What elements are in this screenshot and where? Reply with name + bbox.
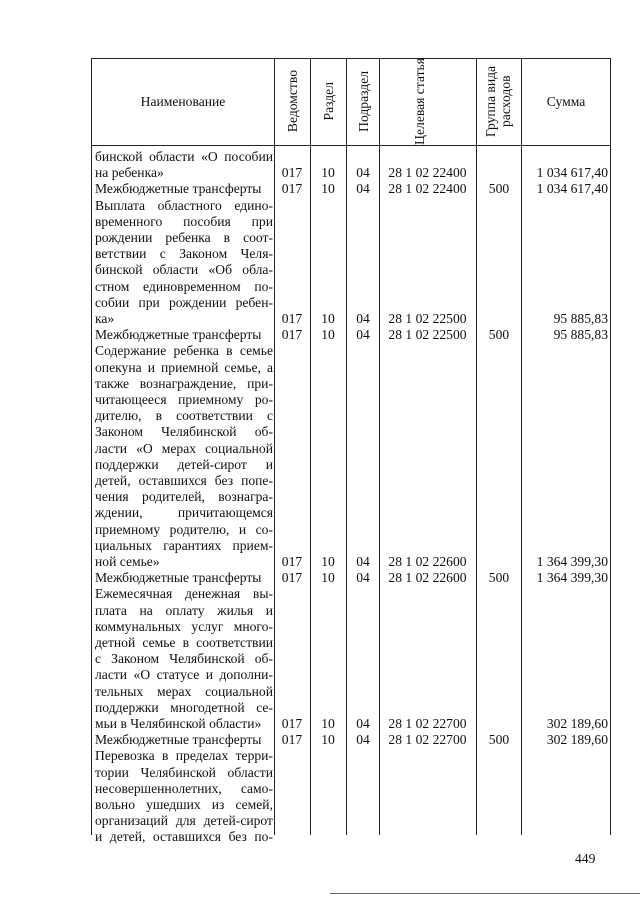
table-row [92, 537, 610, 554]
cell-name: детей, оставшихся без попе- [95, 473, 273, 488]
cell-podrazdel: 04 [356, 165, 370, 181]
table-row [92, 197, 610, 214]
cell-razdel: 10 [321, 327, 335, 343]
cell-gruppa: 500 [488, 181, 510, 197]
table-row [92, 391, 610, 408]
cell-podrazdel: 04 [356, 311, 370, 326]
table-row [92, 326, 610, 343]
table-row [92, 310, 610, 327]
cell-razdel: 10 [321, 570, 335, 586]
table-row [92, 440, 610, 457]
cell-summa: 1 364 399,30 [536, 570, 608, 586]
table-row [92, 342, 610, 359]
cell-razdel: 10 [321, 165, 335, 181]
table-row [92, 148, 610, 165]
cell-name: Межбюджетные трансферты [95, 327, 262, 343]
cell-name: поддержки детей-сирот и [95, 456, 273, 472]
table-row [92, 278, 610, 295]
table-row [92, 828, 610, 845]
cell-summa: 95 885,83 [553, 311, 608, 326]
cell-gruppa: 500 [488, 732, 510, 748]
cell-celevaya: 28 1 02 22400 [388, 165, 467, 181]
cell-name: Законом Челябинской об- [95, 424, 273, 440]
cell-podrazdel: 04 [356, 716, 370, 731]
table-row [92, 261, 610, 278]
header-ved [275, 58, 310, 145]
table-row [92, 812, 610, 829]
cell-name: коммунальных услуг много- [95, 618, 273, 634]
cell-name: циальных гарантиях прием- [95, 537, 273, 553]
cell-razdel: 10 [321, 311, 335, 326]
cell-name: несовершеннолетних, само- [95, 780, 273, 796]
table-row [92, 666, 610, 683]
cell-name: опекуна и приемной семье, а [95, 359, 273, 375]
table-row [92, 375, 610, 392]
page-number: 449 [575, 851, 596, 866]
table-row [92, 650, 610, 667]
table-row [92, 553, 610, 570]
table-row [92, 213, 610, 230]
cell-name: организаций для детей-сирот [95, 813, 273, 829]
cell-podrazdel: 04 [356, 570, 370, 586]
cell-name: читающееся приемному ро- [95, 392, 273, 407]
cell-summa: 302 189,60 [546, 732, 608, 748]
cell-name: ветствии с Законом Челя- [95, 246, 273, 262]
table-row [92, 359, 610, 376]
table-row [92, 569, 610, 586]
cell-name: ласти «О мерах социальной [95, 440, 273, 456]
cell-ved: 017 [281, 311, 303, 326]
header-divider [91, 145, 611, 146]
cell-podrazdel: 04 [356, 732, 370, 748]
header-gruppa [477, 58, 521, 145]
cell-razdel: 10 [321, 181, 335, 197]
header-podrazdel-label: Подраздел [355, 71, 371, 132]
table-row [92, 634, 610, 651]
table-row [92, 488, 610, 505]
table-row [92, 699, 610, 716]
header-celevaya [380, 58, 476, 145]
cell-name: с Законом Челябинской об- [95, 651, 273, 667]
table-row [92, 683, 610, 700]
cell-ved: 017 [281, 716, 303, 731]
cell-summa: 1 034 617,40 [536, 181, 608, 197]
cell-name: ной семье» [95, 554, 160, 569]
cell-name: Содержание ребенка в семье [95, 343, 273, 359]
cell-podrazdel: 04 [356, 327, 370, 343]
cell-name: Ежемесячная денежная вы- [95, 586, 273, 602]
cell-name: временного пособия при [95, 213, 273, 229]
cell-name: дителю, в соответствии с [95, 408, 273, 424]
cell-ved: 017 [281, 554, 303, 569]
table-row [92, 602, 610, 619]
cell-gruppa: 500 [488, 570, 510, 586]
cell-celevaya: 28 1 02 22600 [388, 570, 467, 586]
table-row [92, 715, 610, 732]
table-row [92, 407, 610, 424]
cell-ved: 017 [281, 181, 303, 197]
cell-razdel: 10 [321, 732, 335, 748]
cell-name: ждении, причитающемся [95, 505, 273, 521]
cell-razdel: 10 [321, 716, 335, 731]
cell-gruppa: 500 [488, 327, 510, 343]
table-row [92, 164, 610, 181]
cell-celevaya: 28 1 02 22400 [388, 181, 467, 197]
table-row [92, 472, 610, 489]
cell-name: плата на оплату жилья и [95, 602, 273, 618]
cell-name: Перевозка в пределах терри- [95, 748, 273, 764]
table-row [92, 731, 610, 748]
cell-name: тории Челябинской области [95, 764, 273, 780]
table-row [92, 456, 610, 473]
table-row [92, 780, 610, 797]
table-row [92, 423, 610, 440]
cell-podrazdel: 04 [356, 554, 370, 569]
cell-name: Межбюджетные трансферты [95, 181, 262, 197]
table-row [92, 747, 610, 764]
header-name [92, 58, 274, 145]
cell-name: ка» [95, 311, 115, 326]
table-row [92, 245, 610, 262]
cell-name: стном единовременном по- [95, 278, 273, 294]
cell-name: рождении ребенка в соот- [95, 230, 273, 245]
cell-ved: 017 [281, 327, 303, 343]
header-razdel-label: Раздел [321, 82, 336, 121]
table-row [92, 585, 610, 602]
header-gruppa-label: Группа вида расходов [483, 65, 513, 138]
cell-name: на ребенка» [95, 165, 164, 181]
table-row [92, 618, 610, 635]
cell-name: тельных мерах социальной [95, 683, 273, 699]
cell-name: ласти «О статусе и дополни- [95, 667, 273, 683]
header-razdel [311, 58, 346, 145]
table-row [92, 504, 610, 521]
cell-celevaya: 28 1 02 22500 [388, 311, 467, 326]
cell-celevaya: 28 1 02 22700 [388, 716, 467, 731]
header-ved-label: Ведомство [285, 70, 300, 133]
cell-summa: 95 885,83 [553, 327, 608, 343]
cell-celevaya: 28 1 02 22600 [388, 554, 467, 569]
table-row [92, 229, 610, 246]
cell-celevaya: 28 1 02 22500 [388, 327, 467, 343]
cell-name: Выплата областного едино- [95, 197, 273, 213]
header-celevaya-label: Целевая статья [412, 58, 427, 145]
header-summa [522, 58, 610, 145]
table-row [92, 796, 610, 813]
cell-name: поддержки многодетной се- [95, 699, 273, 715]
cell-name: бинской области «О пособии [95, 149, 273, 164]
cell-name: Межбюджетные трансферты [95, 570, 262, 586]
cell-name: приемному родителю, и со- [95, 521, 273, 537]
table-row [92, 764, 610, 781]
cell-name: собии при рождении ребен- [95, 294, 273, 310]
cell-name: бинской области «Об обла- [95, 262, 273, 278]
table-row [92, 521, 610, 538]
table-row [92, 294, 610, 311]
table-row [92, 180, 610, 197]
bottom-rule [330, 893, 640, 894]
cell-name: Межбюджетные трансферты [95, 732, 262, 748]
cell-name: вольно ушедших из семей, [95, 797, 273, 812]
cell-razdel: 10 [321, 554, 335, 569]
cell-summa: 1 034 617,40 [536, 165, 608, 181]
cell-ved: 017 [281, 165, 303, 181]
cell-name: также вознаграждение, при- [95, 375, 273, 391]
header-name-label: Наименование [140, 93, 226, 109]
cell-name: и детей, оставшихся без по- [95, 829, 273, 845]
header-podrazdel [347, 58, 379, 145]
cell-celevaya: 28 1 02 22700 [388, 732, 467, 748]
cell-podrazdel: 04 [356, 181, 370, 197]
cell-summa: 1 364 399,30 [536, 554, 608, 569]
cell-ved: 017 [281, 570, 303, 586]
cell-name: мьи в Челябинской области» [95, 716, 262, 731]
cell-summa: 302 189,60 [546, 716, 608, 731]
header-summa-label: Сумма [546, 93, 586, 109]
cell-name: чения родителей, вознагра- [95, 489, 273, 505]
cell-name: детной семье в соответствии [95, 635, 273, 650]
cell-ved: 017 [281, 732, 303, 748]
